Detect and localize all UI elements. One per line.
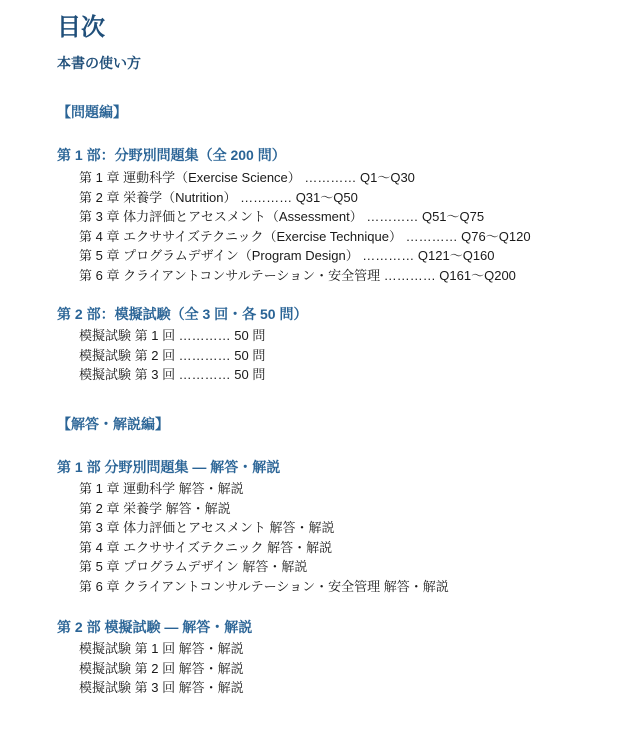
- toc-entry[interactable]: 第 6 章 クライアントコンサルテーション・安全管理 解答・解説: [79, 578, 449, 594]
- section-heading-answers-part1[interactable]: 第 1 部 分野別問題集 — 解答・解説: [57, 459, 281, 475]
- toc-entry[interactable]: 模擬試験 第 2 回 解答・解説: [79, 660, 244, 676]
- toc-list-answers-part1: [79, 479, 449, 596]
- section-heading-answers-part2[interactable]: 第 2 部 模擬試験 — 解答・解説: [57, 619, 253, 635]
- section-heading-problems-part1[interactable]: 第 1 部：分野別問題集（全 200 問）: [57, 147, 286, 163]
- part-label-answers: 【解答・解説編】: [57, 416, 169, 432]
- toc-entry[interactable]: 第 5 章 プログラムデザイン（Program Design） ………… Q121〜Q160: [79, 248, 495, 263]
- toc-list-problems-part2: [79, 326, 265, 385]
- toc-entry[interactable]: 第 1 章 運動科学 解答・解説: [79, 481, 244, 496]
- toc-entry[interactable]: 第 3 章 体力評価とアセスメント 解答・解説: [79, 520, 335, 535]
- toc-entry[interactable]: 模擬試験 第 1 回 ………… 50 問: [79, 328, 266, 343]
- toc-entry[interactable]: 第 5 章 プログラムデザイン 解答・解説: [79, 559, 308, 574]
- toc-entry[interactable]: 第 6 章 クライアントコンサルテーション・安全管理 ………… Q161〜Q200: [79, 267, 516, 283]
- toc-entry[interactable]: 第 4 章 エクササイズテクニック（Exercise Technique） ………… Q76〜Q120: [79, 228, 531, 244]
- toc-entry[interactable]: 模擬試験 第 3 回 ………… 50 問: [79, 367, 266, 382]
- part-label-problems: 【問題編】: [57, 104, 127, 120]
- toc-entry[interactable]: 模擬試験 第 3 回 解答・解説: [79, 680, 244, 695]
- toc-entry[interactable]: 第 3 章 体力評価とアセスメント（Assessment） ………… Q51〜Q75: [79, 209, 485, 224]
- toc-list-problems-part1: [79, 168, 531, 285]
- toc-list-answers-part2: [79, 639, 244, 698]
- page-title: 目次: [57, 14, 105, 41]
- section-heading-problems-part2[interactable]: 第 2 部：模擬試験（全 3 回・各 50 問）: [57, 306, 308, 322]
- toc-link-how-to-use[interactable]: 本書の使い方: [57, 55, 141, 71]
- toc-entry[interactable]: 模擬試験 第 2 回 ………… 50 問: [79, 347, 266, 363]
- toc-entry[interactable]: 模擬試験 第 1 回 解答・解説: [79, 641, 244, 656]
- toc-entry[interactable]: 第 1 章 運動科学（Exercise Science） ………… Q1〜Q30: [79, 170, 415, 185]
- toc-entry[interactable]: 第 4 章 エクササイズテクニック 解答・解説: [79, 539, 333, 555]
- toc-entry[interactable]: 第 2 章 栄養学（Nutrition） ………… Q31〜Q50: [79, 189, 358, 205]
- toc-entry[interactable]: 第 2 章 栄養学 解答・解説: [79, 500, 231, 516]
